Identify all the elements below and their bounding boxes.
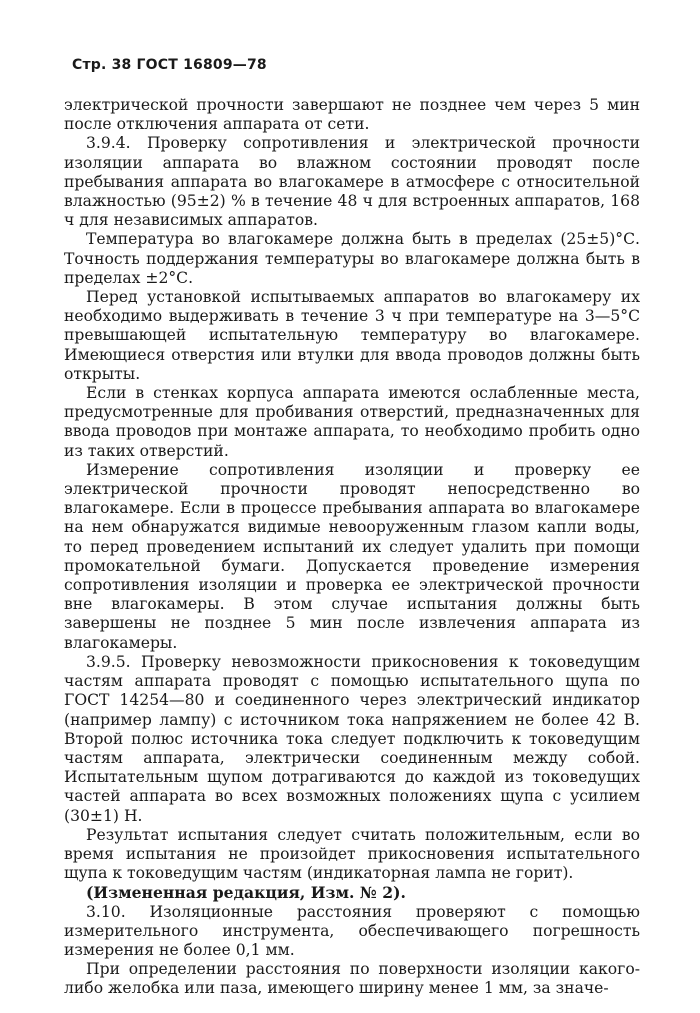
paragraph-preconditioning: Перед установкой испытываемых аппаратов во влагокамеру их необходимо выдерживать в течение 3 ч при температуре на 3—5°С превышающей испытательную температуру во влагокамере. Имеющиеся отверстия или втулки для ввода проводов должны быть открыты. (64, 288, 640, 383)
paragraph-3-9-4: 3.9.4. Проверку сопротивления и электрической прочности изоляции аппарата во влажном состоянии проводят после пребывания аппарата во влагокамере в атмосфере с относительной влажностью (95±2) % в течение 48 ч для встроенных аппаратов, 168 ч для независимых аппаратов. (64, 134, 640, 230)
paragraph-housing-holes: Если в стенках корпуса аппарата имеются ослабленные места, предусмотренные для пробивания отверстий, предназначенных для ввода проводов при монтаже аппарата, то необходимо пробить одно из таких отверстий. (64, 384, 640, 460)
paragraph-amendment-note: (Измененная редакция, Изм. № 2). (86, 883, 406, 903)
paragraph-3-9-5: 3.9.5. Проверку невозможности прикосновения к токоведущим частям аппарата проводят с помощью испытательного щупа по ГОСТ 14254—80 и соединенного через электрический индикатор (например лампу) с источником тока напряжением не более 42 В. Второй полюс источника тока следует подключить к токоведущим частям аппарата, электрически соединенным между собой. Испытательным щупом дотрагиваются до каждой из токоведущих частей аппарата во всех возможных положениях щупа с усилием (30±1) Н. (64, 652, 640, 825)
paragraph-3-10: 3.10. Изоляционные расстояния проверяют с помощью измерительного инструмента, обеспечивающего погрешность измерения не более 0,1 мм. (64, 902, 640, 959)
paragraph-result: Результат испытания следует считать положительным, если во время испытания не произойдет прикосновения испытательного щупа к токоведущим частям (индикаторная лампа не горит). (64, 825, 640, 883)
document-body (64, 96, 640, 999)
paragraph-temperature: Температура во влагокамере должна быть в пределах (25±5)°С. Точность поддержания температуры во влагокамере должна быть в пределах ±2°С. (64, 230, 640, 287)
paragraph-surface-distance: При определении расстояния по поверхности изоляции какого-либо желобка или паза, имеющего ширину менее 1 мм, за значе- (64, 960, 640, 998)
paragraph-continuation: электрической прочности завершают не позднее чем через 5 мин после отключения аппарата от сети. (64, 96, 640, 134)
paragraph-measurement: Измерение сопротивления изоляции и проверку ее электрической прочности проводят непосредственно во влагокамере. Если в процессе пребывания аппарата во влагокамере на нем обнаружатся видимые невооруженным глазом капли воды, то перед проведением испытаний их следует удалить при помощи промокательной бумаги. Допускается проведение измерения сопротивления изоляции и проверка ее электрической прочности вне влагокамеры. В этом случае испытания должны быть завершены не позднее 5 мин после извлечения аппарата из влагокамеры. (64, 460, 640, 652)
page-header: Стр. 38 ГОСТ 16809—78 (72, 57, 267, 73)
